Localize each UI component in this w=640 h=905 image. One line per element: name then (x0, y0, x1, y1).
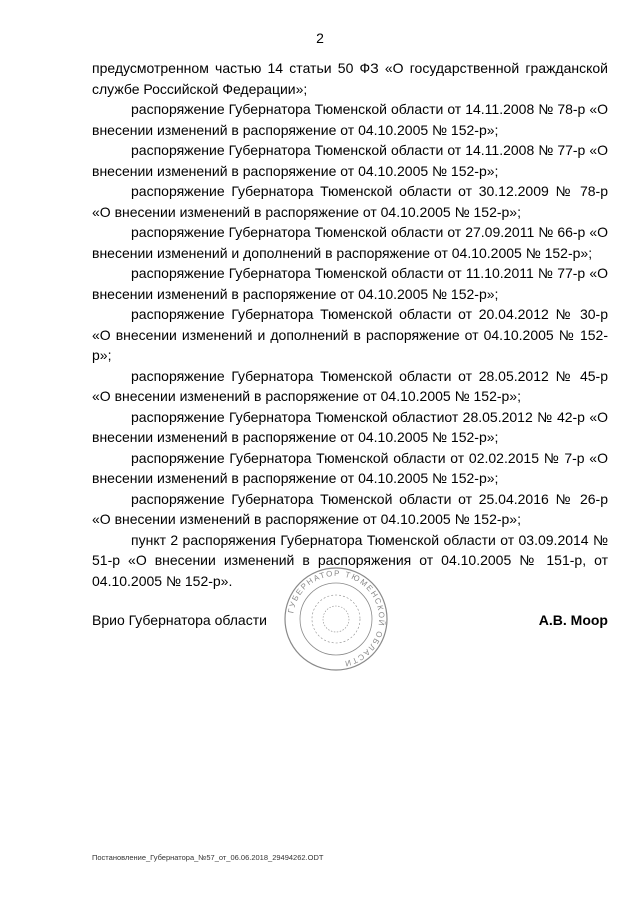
signatory-position: Врио Губернатора области (92, 612, 267, 628)
signatory-name: А.В. Моор (538, 612, 608, 628)
paragraph: распоряжение Губернатора Тюменской области от 27.09.2011 № 66-р «О внесении изменений и дополнений в распоряжение от 04.10.2005 № 152-р»; (92, 224, 608, 261)
paragraph: распоряжение Губернатора Тюменской области от 11.10.2011 № 77-р «О внесении изменений в распоряжение от 04.10.2005 № 152-р»; (92, 265, 608, 302)
page-number: 2 (316, 30, 324, 46)
footer-filename: Постановление_Губернатора_№57_от_06.06.2018_29494262.ODT (92, 853, 324, 862)
paragraph: распоряжение Губернатора Тюменской областиот 28.05.2012 № 42-р «О внесении изменений в распоряжение от 04.10.2005 № 152-р»; (92, 408, 608, 445)
seal-text: ГУБЕРНАТОР ТЮМЕНСКОЙ ОБЛАСТИ (286, 568, 387, 669)
paragraph: распоряжение Губернатора Тюменской области от 20.04.2012 № 30-р «О внесении изменений и дополнений в распоряжение от 04.10.2005 № 152-р»; (92, 306, 608, 363)
paragraph: предусмотренном частью 14 статьи 50 ФЗ «О государственной гражданской службе Российской Федерации»; (92, 60, 608, 97)
paragraph: распоряжение Губернатора Тюменской области от 14.11.2008 № 77-р «О внесении изменений в распоряжение от 04.10.2005 № 152-р»; (92, 142, 608, 179)
official-seal (283, 566, 389, 672)
paragraph: распоряжение Губернатора Тюменской области от 14.11.2008 № 78-р «О внесении изменений в распоряжение от 04.10.2005 № 152-р»; (92, 101, 608, 138)
paragraph: распоряжение Губернатора Тюменской области от 28.05.2012 № 45-р «О внесении изменений в распоряжение от 04.10.2005 № 152-р»; (92, 367, 608, 404)
paragraph: распоряжение Губернатора Тюменской области от 02.02.2015 № 7-р «О внесении изменений в распоряжение от 04.10.2005 № 152-р»; (92, 449, 608, 486)
paragraph: распоряжение Губернатора Тюменской области от 30.12.2009 № 78-р «О внесении изменений в распоряжение от 04.10.2005 № 152-р»; (92, 183, 608, 220)
document-body (92, 58, 608, 591)
paragraph: пункт 2 распоряжения Губернатора Тюменской области от 03.09.2014 № 51-р «О внесении изменений в распоряжения от 04.10.2005 № 151-р, от 04.10.2005 № 152-р». (92, 531, 608, 589)
paragraph: распоряжение Губернатора Тюменской области от 25.04.2016 № 26-р «О внесении изменений в распоряжение от 04.10.2005 № 152-р»; (92, 490, 608, 527)
